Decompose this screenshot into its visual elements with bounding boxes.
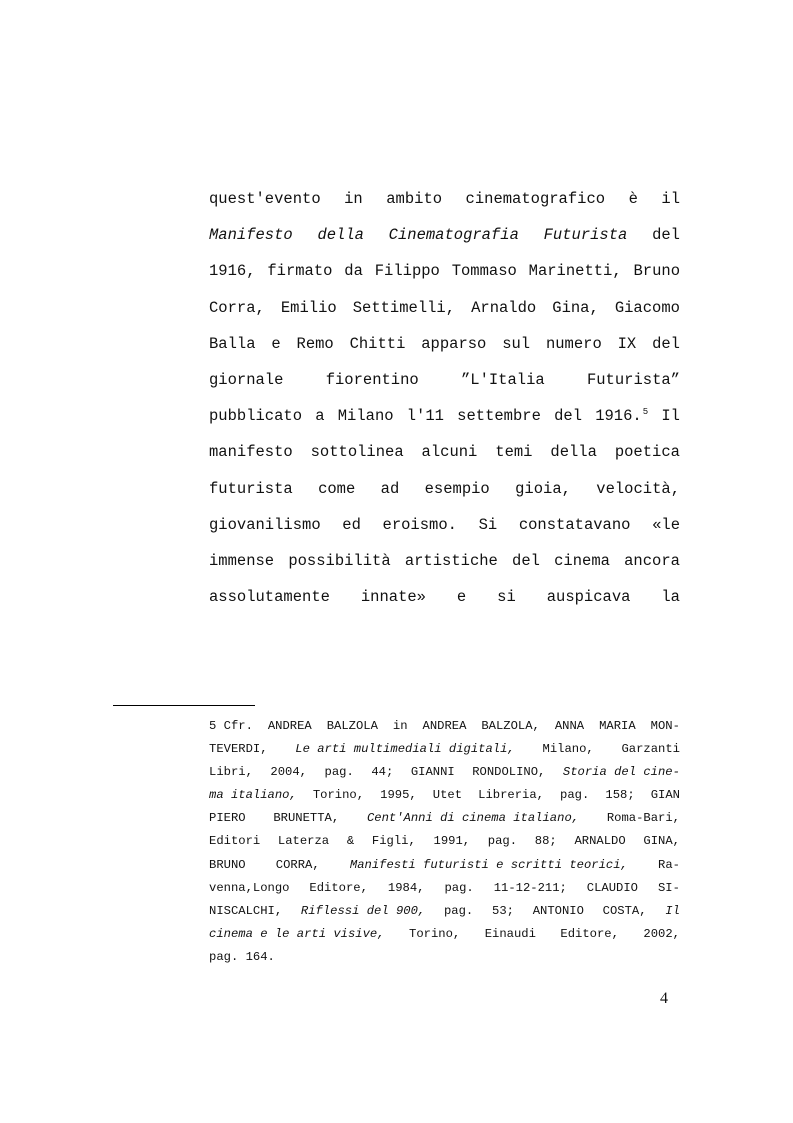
footnote (209, 715, 680, 969)
footnote-line: BRUNO CORRA, Manifesti futuristi e scritti teorici, Ra- (209, 857, 680, 872)
footnote-line: cinema e le arti visive, Torino, Einaudi Editore, 2002, (209, 926, 680, 941)
footnote-line: Libri, 2004, pag. 44; GIANNI RONDOLINO, Storia del cine- (209, 765, 680, 780)
footnote-line: NISCALCHI, Riflessi del 900, pag. 53; ANTONIO COSTA, Il (209, 903, 680, 918)
text-line: manifesto sottolinea alcuni temi della poetica (209, 443, 680, 462)
footnote-marker: 1916.$^5$ (595, 407, 649, 426)
text-line: immense possibilità artistiche del cinema ancora (209, 551, 680, 570)
text-line: pubblicato a Milano l'11 settembre del 1916.$^5$ Il (209, 398, 680, 434)
text-line: Balla e Remo Chitti apparso sul numero IX del (209, 334, 680, 353)
footnote-line: venna,Longo Editore, 1984, pag. 11-12-211; CLAUDIO SI- (209, 880, 680, 895)
text-line: assolutamente innate» e si auspicava la (209, 588, 680, 607)
footnote-line: Editori Laterza & Figli, 1991, pag. 88; ARNALDO GINA, (209, 834, 680, 849)
text-line: Manifesto della Cinematografia Futurista del (209, 226, 680, 245)
body-paragraph (209, 181, 680, 615)
footnote-line: 5 Cfr. ANDREA BALZOLA in ANDREA BALZOLA, ANNA MARIA MON- (209, 719, 680, 733)
text-line: 1916, firmato da Filippo Tommaso Marinetti, Bruno (209, 262, 680, 281)
text-line: giornale fiorentino ”L'Italia Futurista” (209, 370, 680, 389)
text-line: quest'evento in ambito cinematografico è il (209, 190, 680, 208)
footnote-separator (113, 705, 255, 706)
footnote-line: TEVERDI, Le arti multimediali digitali, Milano, Garzanti (209, 742, 680, 757)
footnote-line: PIERO BRUNETTA, Cent'Anni di cinema italiano, Roma-Bari, (209, 811, 680, 826)
page-number: 4 (660, 990, 668, 1007)
footnote-line: ma italiano, Torino, 1995, Utet Libreria, pag. 158; GIAN (209, 788, 680, 803)
text-line: futurista come ad esempio gioia, velocità, (209, 479, 680, 498)
text-line: giovanilismo ed eroismo. Si constatavano «le (209, 515, 680, 534)
text-line: Corra, Emilio Settimelli, Arnaldo Gina, Giacomo (209, 298, 680, 317)
footnote-line: pag. 164. (209, 949, 275, 964)
